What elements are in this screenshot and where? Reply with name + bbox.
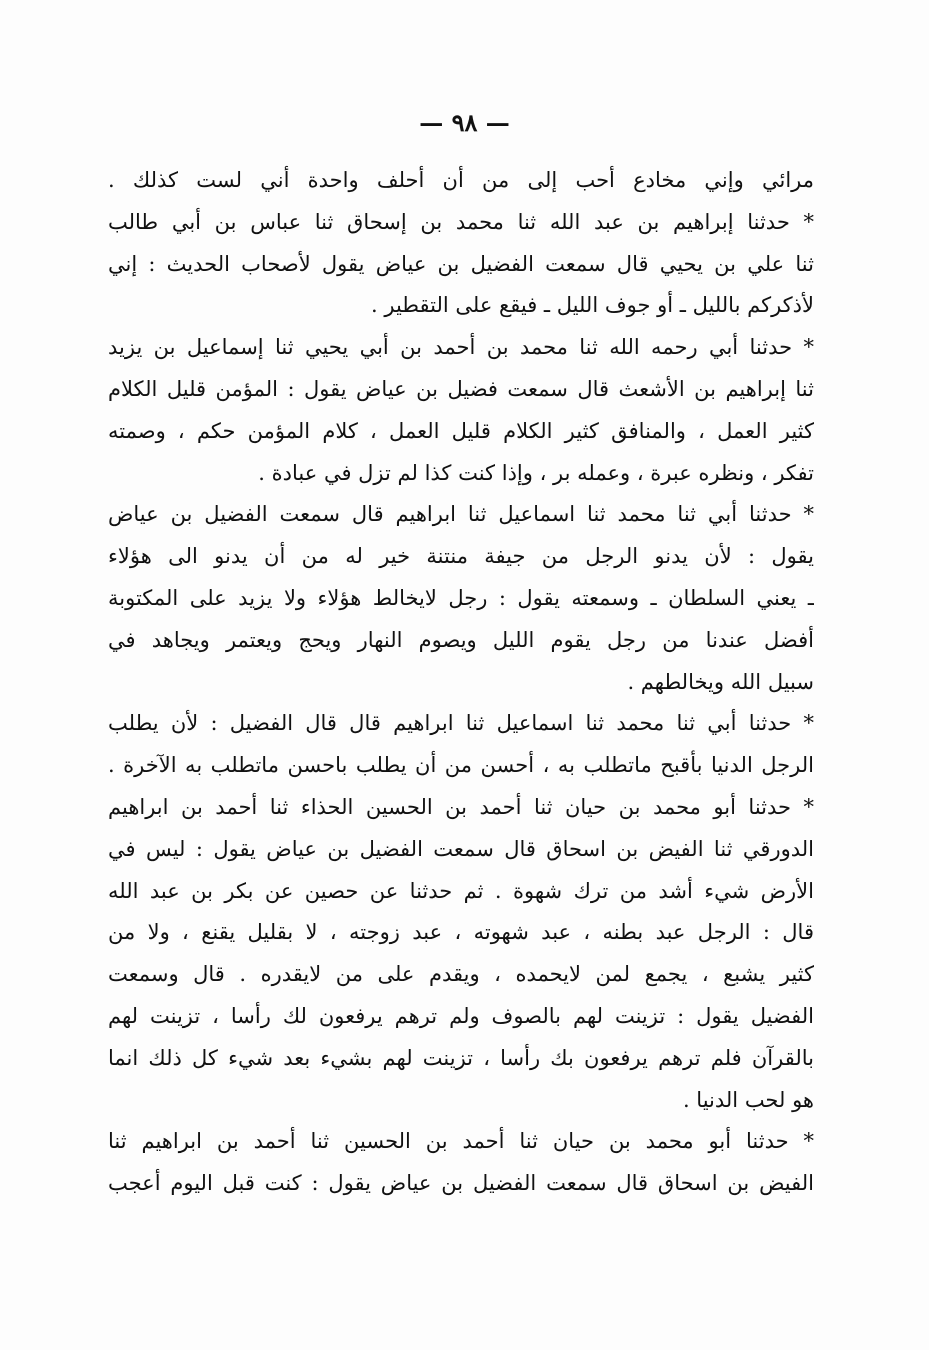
text-line: الفيض بن اسحاق قال سمعت الفضيل بن عياض يقول : كنت قبل اليوم أعجب (108, 1171, 814, 1196)
text-line: ـ يعني السلطان ـ وسمعته يقول : رجل لايخالط هؤلاء ولا يزيد على المكتوبة (108, 585, 814, 610)
text-line: * حدثنا أبي ثنا محمد ثنا اسماعيل ثنا ابراهيم قال قال الفضيل : لأن يطلب (108, 711, 814, 736)
text-line: ثنا علي بن يحيي قال سمعت الفضيل بن عياض يقول لأصحاب الحديث : إني (108, 251, 814, 276)
text-line: تفكر ، ونظره عبرة ، وعمله بر ، وإذا كنت كذا لم تزل في عبادة . (258, 460, 814, 485)
text-line: الأرض شيء أشد من ترك شهوة . ثم حدثنا عن حصين عن بكر بن عبد الله (108, 878, 814, 903)
text-line: الرجل الدنيا بأقبح ماتطلب به ، أحسن من أن يطلب باحسن ماتطلب به الآخرة . (108, 753, 814, 778)
text-line: هو لحب الدنيا . (682, 1087, 814, 1112)
text-line: مرائي وإني مخادع أحب إلى من أن أحلف واحدة أني لست كذلك . (108, 168, 814, 192)
text-line: كثير يشبع ، يجمع لمن لايحمده ، ويقدم على من لايقدره . قال وسمعت (108, 962, 814, 987)
text-line: قال : الرجل عبد بطنه ، عبد شهوته ، عبد زوجته ، لا بقليل يقنع ، ولا من (108, 920, 814, 945)
text-line: أفضل عندنا من رجل يقوم الليل ويصوم النهار ويحج ويعتمر ويجاهد في (108, 627, 814, 652)
text-line: سبيل الله ويخالطهم . (627, 669, 814, 694)
text-line: * حدثنا أبو محمد بن حيان ثنا أحمد بن الحسين الحذاء ثنا أحمد بن ابراهيم (108, 794, 814, 819)
text-line: * حدثنا إبراهيم بن عبد الله ثنا محمد بن إسحاق ثنا عباس بن أبي طالب (108, 209, 814, 234)
text-line: * حدثنا أبي رحمه الله ثنا محمد بن أحمد بن أبي يحيي ثنا إسماعيل بن يزيد (108, 335, 814, 360)
text-line: كثير العمل ، والمنافق كثير الكلام قليل العمل ، كلام المؤمن حكم ، وصمته (108, 418, 814, 443)
text-line: الفضيل يقول : تزينت لهم بالصوف ولم ترهم يرفعون لك رأسا ، تزينت لهم (108, 1003, 814, 1028)
text-line: * حدثنا أبي ثنا محمد ثنا اسماعيل ثنا ابراهيم قال سمعت الفضيل بن عياض (108, 502, 814, 527)
text-line: ثنا إبراهيم بن الأشعث قال سمعت فضيل بن عياض يقول : المؤمن قليل الكلام (108, 376, 814, 401)
text-line: بالقرآن فلم ترهم يرفعون بك رأسا ، تزينت لهم بشيء بعد شيء كل ذلك انما (108, 1045, 814, 1070)
text-line: * حدثنا أبو محمد بن حيان ثنا أحمد بن الحسين ثنا أحمد بن ابراهيم ثنا (108, 1129, 814, 1154)
text-line: الدورقي ثنا الفيض بن اسحاق قال سمعت الفضيل بن عياض يقول : ليس في (108, 836, 814, 861)
text-line: لأذكركم بالليل ـ أو جوف الليل ـ فيقع على التقطير . (371, 293, 814, 318)
text-line: يقول : لأن يدنو الرجل من جيفة منتنة خير له من أن يدنو الى هؤلاء (108, 544, 814, 569)
page-number: — ٩٨ — (419, 108, 510, 137)
text-body (108, 160, 814, 1205)
